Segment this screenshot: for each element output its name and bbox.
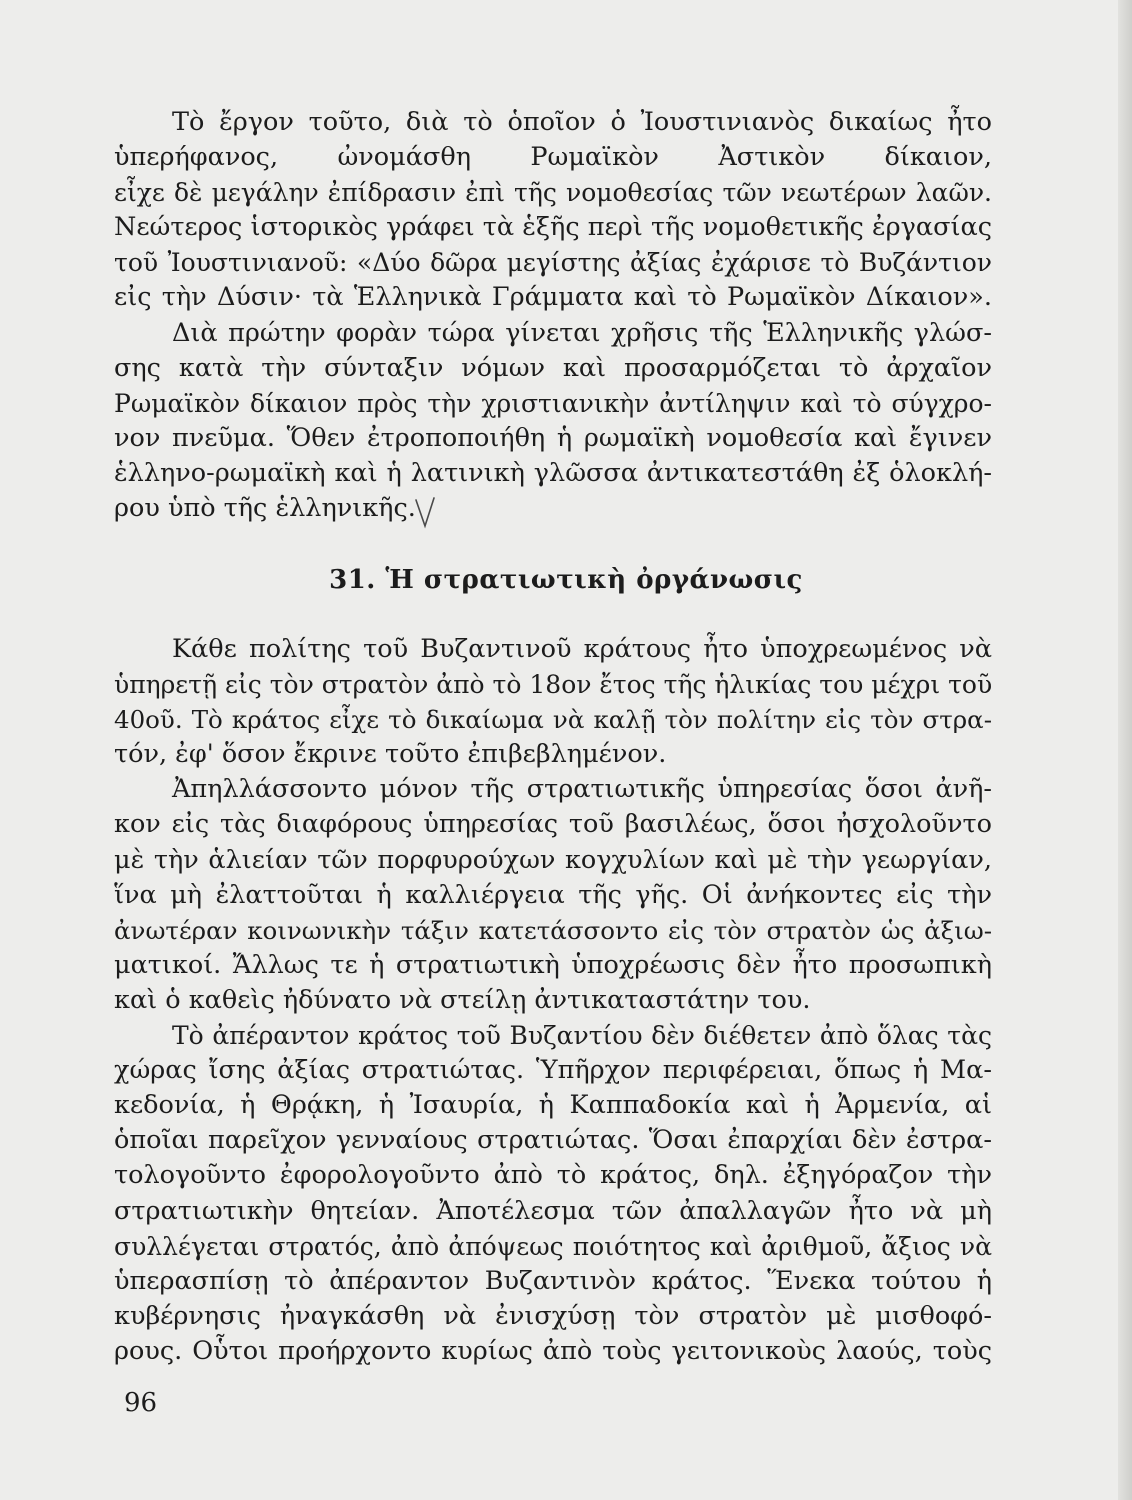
text-block-top — [114, 105, 992, 526]
text-line: Τὸ ἔργον τοῦτο, διὰ τὸ ὁποῖον ὁ Ἰουστινιανὸς δικαίως ἦτο — [172, 107, 992, 137]
text-line: χώρας ἴσης ἀξίας στρατιώτας. Ὑπῆρχον περιφέρειαι, ὅπως ἡ Μα- — [114, 1055, 992, 1086]
text-line: ὁποῖαι παρεῖχον γενναίους στρατιώτας. Ὅσαι ἐπαρχίαι δὲν ἐστρα- — [114, 1125, 992, 1156]
text-line: ἑλληνο-ρωμαϊκὴ καὶ ἡ λατινικὴ γλῶσσα ἀντικατεστάθη ἐξ ὁλοκλή- — [114, 457, 992, 488]
text-line: κυβέρνησις ἠναγκάσθη νὰ ἐνισχύσῃ τὸν στρατὸν μὲ μισθοφό- — [114, 1300, 992, 1331]
text-line: ρου ὑπὸ τῆς ἑλληνικῆς. — [114, 493, 416, 524]
text-line: ὑπηρετῇ εἰς τὸν στρατὸν ἀπὸ τὸ 18ον ἔτος τῆς ἡλικίας του μέχρι τοῦ — [114, 670, 993, 700]
text-line: 40οῦ. Τὸ κράτος εἶχε τὸ δικαίωμα νὰ καλῇ τὸν πολίτην εἰς τὸν στρα- — [114, 705, 992, 735]
text-line: Ἀπηλλάσσοντο μόνον τῆς στρατιωτικῆς ὑπηρεσίας ὅσοι ἀνῆ- — [172, 774, 992, 805]
text-line: στρατιωτικὴν θητείαν. Ἀποτέλεσμα τῶν ἀπαλλαγῶν ἦτο νὰ μὴ — [114, 1195, 992, 1226]
text-line: ὑπερήφανος, ὠνομάσθη Ρωμαϊκὸν Ἀστικὸν δίκαιον, — [114, 142, 992, 173]
text-line: συλλέγεται στρατός, ἀπὸ ἀπόψεως ποιότητος καὶ ἀριθμοῦ, ἄξιος νὰ — [114, 1231, 992, 1261]
text-line: Ρωμαϊκὸν δίκαιον πρὸς τὴν χριστιανικὴν ἀντίληψιν καὶ τὸ σύγχρο- — [114, 388, 992, 418]
section-heading: 31. Ἡ στρατιωτικὴ ὀργάνωσις — [329, 565, 803, 595]
text-line: ματικοί. Ἄλλως τε ἡ στρατιωτικὴ ὑποχρέωσις δὲν ἦτο προσωπικὴ — [114, 949, 992, 980]
text-line: ὑπερασπίσῃ τὸ ἀπέραντον Βυζαντινὸν κράτος. Ἕνεκα τούτου ἡ — [114, 1265, 992, 1296]
text-line: σης κατὰ τὴν σύνταξιν νόμων καὶ προσαρμόζεται τὸ ἀρχαῖον — [114, 352, 992, 383]
text-line: τολογοῦντο ἐφορολογοῦντο ἀπὸ τὸ κράτος, δηλ. ἐξηγόραζον τὴν — [114, 1160, 992, 1191]
text-block-bottom — [114, 632, 992, 1369]
text-line: νον πνεῦμα. Ὅθεν ἐτροποποιήθη ἡ ρωμαϊκὴ νομοθεσία καὶ ἔγινεν — [114, 422, 992, 453]
text-line: κεδονία, ἡ Θρᾴκη, ἡ Ἰσαυρία, ἡ Καππαδοκία καὶ ἡ Ἀρμενία, αἱ — [114, 1090, 992, 1121]
text-line: εἶχε δὲ μεγάλην ἐπίδρασιν ἐπὶ τῆς νομοθεσίας τῶν νεωτέρων λαῶν. — [114, 178, 992, 208]
text-line: Κάθε πολίτης τοῦ Βυζαντινοῦ κράτους ἦτο ὑποχρεωμένος νὰ — [172, 634, 992, 664]
text-line: μὲ τὴν ἁλιείαν τῶν πορφυρούχων κογχυλίων καὶ μὲ τὴν γεωργίαν, — [114, 844, 992, 875]
text-line: ἀνωτέραν κοινωνικὴν τάξιν κατετάσσοντο εἰς τὸν στρατὸν ὡς ἀξιω- — [114, 915, 992, 945]
text-line: καὶ ὁ καθεὶς ἠδύνατο νὰ στείλῃ ἀντικαταστάτην του. — [114, 984, 811, 1015]
page-edge-shadow — [1118, 0, 1132, 1500]
text-line: εἰς τὴν Δύσιν· τὰ Ἑλληνικὰ Γράμματα καὶ τὸ Ρωμαϊκὸν Δίκαιον». — [114, 282, 992, 313]
text-line: Διὰ πρώτην φορὰν τώρα γίνεται χρῆσις τῆς Ἑλληνικῆς γλώσ- — [172, 317, 992, 348]
text-line: τοῦ Ἰουστινιανοῦ: «Δύο δῶρα μεγίστης ἀξίας ἐχάρισε τὸ Βυζάντιον — [114, 248, 992, 278]
text-line: ἵνα μὴ ἐλαττοῦται ἡ καλλιέργεια τῆς γῆς. Οἱ ἀνήκοντες εἰς τὴν — [114, 879, 992, 910]
text-line: τόν, ἐφ' ὅσον ἔκρινε τοῦτο ἐπιβεβλημένον. — [114, 739, 667, 770]
text-line: Τὸ ἀπέραντον κράτος τοῦ Βυζαντίου δὲν διέθετεν ἀπὸ ὅλας τὰς — [172, 1021, 992, 1051]
text-line: ρους. Οὗτοι προήρχοντο κυρίως ἀπὸ τοὺς γειτονικοὺς λαούς, τοὺς — [114, 1335, 992, 1366]
text-line: Νεώτερος ἱστορικὸς γράφει τὰ ἑξῆς περὶ τῆς νομοθετικῆς ἐργασίας — [114, 212, 992, 243]
text-line: κον εἰς τὰς διαφόρους ὑπηρεσίας τοῦ βασιλέως, ὅσοι ἠσχολοῦντο — [114, 809, 992, 840]
page-number: 96 — [124, 1388, 158, 1418]
pencil-check-mark-icon — [414, 496, 438, 530]
